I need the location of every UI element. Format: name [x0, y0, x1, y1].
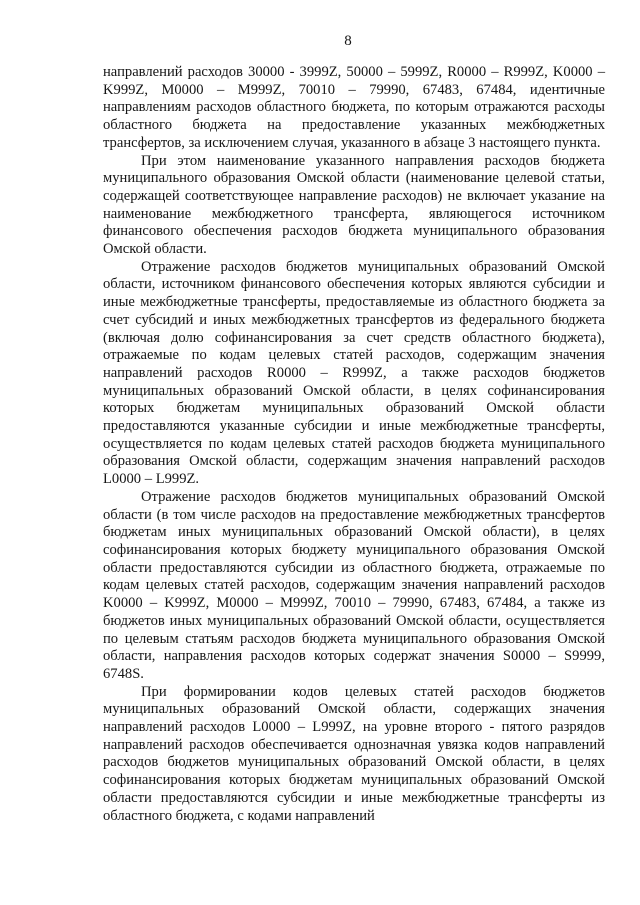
paragraph-naming-note: При этом наименование указанного направления расходов бюджета муниципального образования Омской области (наименование целевой статьи, содержащей соответствующее направление расходов) не включает указание на наименование межбюджетного трансферта, являющегося источником финансового обеспечения расходов бюджета муниципального образования Омской области. [103, 152, 605, 258]
paragraph-regional-subsidies: Отражение расходов бюджетов муниципальных образований Омской области (в том числе расходов на предоставление межбюджетных трансфертов бюджетам иных муниципальных образований Омской области), в целях софинансирования которых бюджету муниципального образования Омской области предоставляются субсидии из областного бюджета, отражаемые по кодам целевых статей расходов, содержащим значения направлений расходов K0000 – K999Z, M0000 – M999Z, 70010 – 79990, 67483, 67484, а также из бюджетов иных муниципальных образований Омской области, осуществляется по целевым статьям расходов бюджета муниципального образования Омской области, направления расходов которых содержат значения S0000 – S9999, 6748S. [103, 488, 605, 682]
page-number: 8 [344, 33, 352, 49]
paragraph-continuation: направлений расходов 30000 - 3999Z, 50000 – 5999Z, R0000 – R999Z, K0000 – K999Z, M0000 – M999Z, 70010 – 79990, 67483, 67484, идентичные направлениям расходов областного бюджета, по которым отражаются расходы областного бюджета на предоставление указанных межбюджетных трансфертов, за исключением случая, указанного в абзаце 3 настоящего пункта. [103, 64, 605, 151]
paragraph-code-formation: При формировании кодов целевых статей расходов бюджетов муниципальных образований Омской области, содержащих значения направлений расходов L0000 – L999Z, на уровне второго - пятого разрядов направлений расходов обеспечивается однозначная увязка кодов направлений расходов бюджетов муниципальных образований Омской области, в целях софинансирования которых бюджетам муниципальных образований Омской области предоставляются субсидии и иные межбюджетные трансферты из областного бюджета, с кодами направлений [103, 683, 605, 824]
paragraph-federal-subsidies: Отражение расходов бюджетов муниципальных образований Омской области, источником финансового обеспечения которых являются субсидии и иные межбюджетные трансферты, предоставляемые из областного бюджета за счет субсидий и иных межбюджетных трансфертов из федерального бюджета (включая долю софинансирования за счет средств областного бюджета), отражаемые по кодам целевых статей расходов, содержащим значения направлений расходов R0000 – R999Z, а также расходов бюджетов муниципальных образований Омской области, в целях софинансирования которых бюджетам муниципальных образований Омской области предоставляются указанные субсидии и иные межбюджетные трансферты, осуществляется по кодам целевых статей расходов бюджета муниципального образования Омской области, содержащим значения направлений расходов L0000 – L999Z. [103, 258, 605, 488]
document-body [103, 64, 605, 825]
